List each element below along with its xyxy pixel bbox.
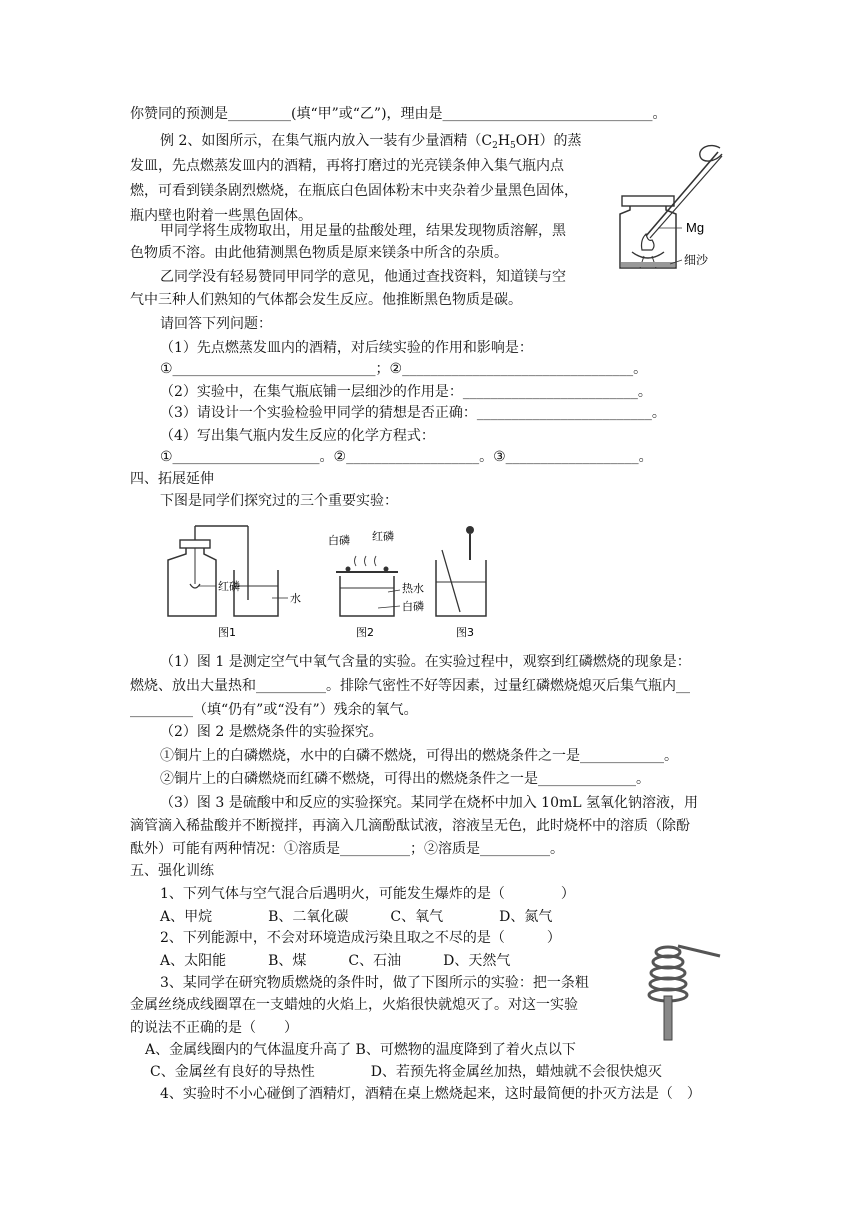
figure-3	[436, 526, 486, 639]
fig2-label-white-phosphorus: 白磷	[328, 534, 350, 547]
fig1-caption: 图1	[218, 626, 236, 639]
figure-2	[328, 529, 424, 639]
question-line: （1）先点燃蒸发皿内的酒精，对后续实验的作用和影响是：	[160, 340, 533, 356]
fig2-label-hot-water: 热水	[402, 582, 424, 595]
fig1-label-water: 水	[290, 592, 301, 605]
label-fine-sand: 细沙	[684, 253, 709, 267]
question-line: （4）写出集气瓶内发生反应的化学方程式：	[160, 428, 435, 444]
options-line: C、金属丝有良好的导热性 D、若预先将金属丝加热，蜡烛就不会很快熄灭	[150, 1064, 662, 1080]
paragraph-line: 下图是同学们探究过的三个重要实验：	[160, 493, 398, 509]
question-line: 4、实验时不小心碰倒了酒精灯，酒精在桌上燃烧起来，这时最简便的扑灭方法是（ ）	[160, 1086, 701, 1102]
fig2-label-white-phosphorus-water: 白磷	[402, 600, 424, 613]
question-line: （2）实验中，在集气瓶底铺一层细沙的作用是：_________________________。	[160, 384, 652, 400]
answer-blank-line: ①_____________________。②___________________。③___________________。	[160, 449, 653, 465]
section-heading: 四、拓展延伸	[130, 471, 214, 487]
options-line: A、太阳能 B、煤 C、石油 D、天然气	[160, 953, 511, 969]
text-part: 例 2、如图所示，在集气瓶内放入一装有少量酒精（C	[160, 133, 493, 149]
question-line: ①铜片上的白磷燃烧，水中的白磷不燃烧，可得出的燃烧条件之一是____________。	[160, 748, 678, 764]
subscript: 5	[510, 141, 516, 151]
paragraph-line: 瓶内壁也附着一些黑色固体。	[130, 208, 312, 224]
question-line: （3）图 3 是硫酸中和反应的实验探究。某同学在烧杯中加入 10mL 氢氧化钠溶液，用	[160, 795, 698, 811]
metal-coil-candle-figure	[640, 936, 730, 1046]
question-line: （2）图 2 是燃烧条件的实验探究。	[160, 724, 383, 740]
section-heading: 五、强化训练	[130, 863, 214, 879]
text-part: OH）的蒸	[515, 133, 582, 149]
fig2-caption: 图2	[356, 626, 374, 639]
options-line: A、金属线圈内的气体温度升高了 B、可燃物的温度降到了着火点以下	[145, 1042, 576, 1058]
figure-1	[168, 526, 301, 639]
example-2-heading	[160, 131, 581, 156]
fig3-caption: 图3	[456, 626, 474, 639]
paragraph-line: 酞外）可能有两种情况：①溶质是__________；②溶质是__________。	[130, 841, 564, 857]
subscript: 2	[492, 141, 498, 151]
paragraph-line: 请回答下列问题：	[160, 316, 272, 332]
question-line: （3）请设计一个实验检验甲同学的猜想是否正确：_________________________。	[160, 405, 666, 421]
options-line: A、甲烷 B、二氧化碳 C、氧气 D、氮气	[160, 909, 553, 925]
fig1-label-red-phosphorus: 红磷	[218, 580, 240, 593]
paragraph-line: 气中三种人们熟知的气体都会发生反应。他推断黑色物质是碳。	[130, 292, 522, 308]
question-line: 2、下列能源中，不会对环境造成污染且取之不尽的是（ ）	[160, 930, 561, 946]
paragraph-line: 燃，可看到镁条剧烈燃烧，在瓶底白色固体粉末中夹杂着少量黑色固体，	[130, 183, 578, 199]
line-answer-prediction: 你赞同的预测是_________(填“甲”或“乙”)，理由是______________________________。	[130, 106, 667, 122]
paragraph-line: _________（填“仍有”或“没有”）残余的氧气。	[130, 702, 418, 718]
paragraph-line: 乙同学没有轻易赞同甲同学的意见，他通过查找资料，知道镁与空	[160, 269, 566, 285]
question-line: （1）图 1 是测定空气中氧气含量的实验。在实验过程中，观察到红磷燃烧的现象是：	[160, 654, 691, 670]
magnesium-burning-figure	[600, 140, 740, 280]
fig2-label-red-phosphorus: 红磷	[372, 530, 394, 543]
label-mg: Mg	[686, 220, 705, 235]
paragraph-line: 甲同学将生成物取出，用足量的盐酸处理，结果发现物质溶解，黑	[160, 223, 566, 239]
question-line: 3、某同学在研究物质燃烧的条件时，做了下图所示的实验：把一条粗	[160, 975, 589, 991]
paragraph-line: 金属丝绕成线圈罩在一支蜡烛的火焰上，火焰很快就熄灭了。对这一实验	[130, 997, 578, 1013]
question-line: 1、下列气体与空气混合后遇明火，可能发生爆炸的是（ ）	[160, 886, 575, 902]
paragraph-line: 燃烧、放出大量热和__________。排除气密性不好等因素，过量红磷燃烧熄灭后集气瓶内__	[130, 678, 690, 694]
answer-blank-line: ①_____________________________；②_________________________________。	[160, 361, 648, 377]
paragraph-line: 发皿，先点燃蒸发皿内的酒精，再将打磨过的光亮镁条伸入集气瓶内点	[130, 158, 564, 174]
three-experiments-figure	[160, 520, 500, 642]
paragraph-line: 滴管滴入稀盐酸并不断搅拌，再滴入几滴酚酞试液，溶液呈无色，此时烧杯中的溶质（除酚	[130, 818, 690, 834]
paragraph-line: 色物质不溶。由此他猜测黑色物质是原来镁条中所含的杂质。	[130, 245, 508, 261]
paragraph-line: 的说法不正确的是（ ）	[130, 1020, 298, 1036]
text-part: H	[497, 133, 511, 149]
question-line: ②铜片上的白磷燃烧而红磷不燃烧，可得出的燃烧条件之一是______________。	[160, 771, 650, 787]
